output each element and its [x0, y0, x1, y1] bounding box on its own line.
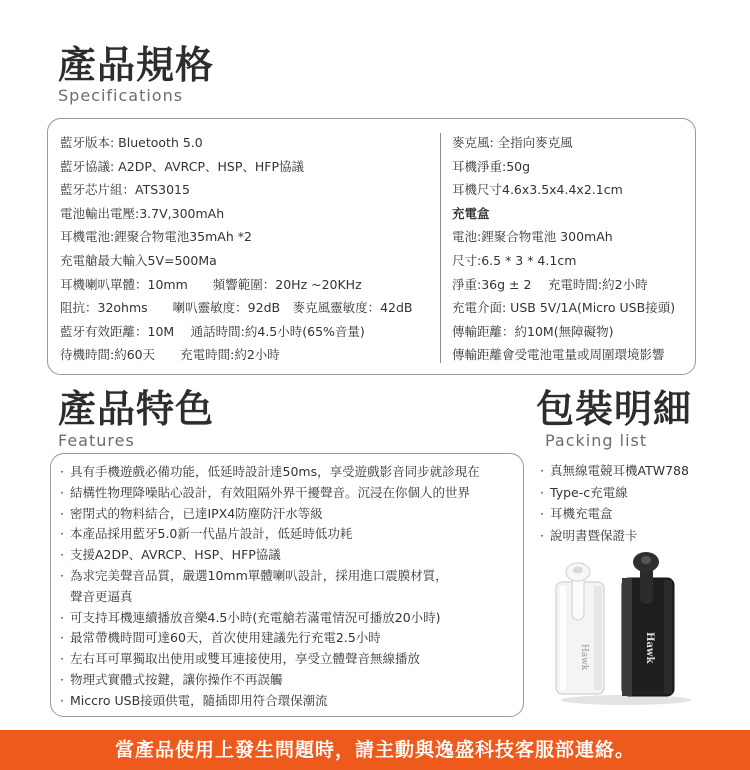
support-banner: 當產品使用上發生問題時，請主動與逸盛科技客服部連絡。: [0, 730, 750, 770]
feature-item: · Miccro USB接頭供電，隨插即用符合環保潮流: [60, 692, 328, 708]
spec-line: 阻抗：32ohms 喇叭靈敏度：92dB 麥克風靈敏度：42dB: [60, 300, 413, 316]
black-charging-case-image: [622, 552, 674, 696]
spec-line: 尺寸:6.5 * 3 * 4.1cm: [452, 252, 577, 268]
packing-title: 包裝明細: [536, 387, 693, 431]
packing-item: · 真無線電競耳機ATW788: [540, 463, 689, 478]
feature-item: · 為求完美聲音品質，嚴選10mm單體喇叭設計，採用進口震膜材質，: [60, 567, 448, 583]
feature-item: · 最常帶機時間可達60天，首次使用建議先行充電2.5小時: [60, 630, 381, 646]
spec-line: 待機時間:約60天 充電時間:約2小時: [60, 347, 280, 363]
feature-item: · 具有手機遊戲必備功能，低延時設計達50ms，享受遊戲影音同步就診現在: [60, 464, 480, 479]
spec-heading-charging-case: 充電盒: [452, 205, 490, 221]
feature-item-continuation: 聲音更逼真: [70, 588, 133, 604]
spec-line: 藍牙協議: A2DP、AVRCP、HSP、HFP協議: [60, 158, 304, 174]
feature-item: · 物理式實體式按鍵，讓你操作不再誤觸: [60, 671, 283, 687]
features-title: 產品特色: [58, 387, 215, 431]
spec-line: 藍牙版本: Bluetooth 5.0: [60, 135, 203, 150]
specs-title: 產品規格: [58, 43, 215, 87]
feature-item: · 左右耳可單獨取出使用或雙耳連接使用，享受立體聲音無線播放: [60, 651, 421, 667]
spec-line: 麥克風: 全指向麥克風: [452, 135, 573, 150]
product-image: [548, 548, 698, 708]
spec-line: 耳機喇叭單體：10mm 頻響範圍：20Hz ~20KHz: [60, 276, 362, 292]
spec-line: 充電艙最大輸入5V=500Ma: [60, 252, 217, 268]
white-case-brand: Hawk: [579, 644, 589, 671]
packing-subtitle: Packing list: [545, 431, 648, 450]
feature-item: · 支援A2DP、AVRCP、HSP、HFP協議: [60, 547, 281, 563]
packing-item: · 說明書暨保證卡: [540, 527, 638, 543]
packing-item: · Type-c充電線: [540, 484, 628, 500]
features-list: [60, 462, 480, 712]
spec-line: 藍牙芯片組：ATS3015: [60, 182, 190, 198]
feature-item: · 可支持耳機連續播放音樂4.5小時(充電艙若滿電情況可播放20小時): [60, 609, 441, 625]
spec-line: 淨重:36g ± 2 充電時間:約2小時: [452, 276, 648, 292]
feature-item: · 密閉式的物料結合，已達IPX4防塵防汗水等級: [60, 505, 323, 521]
black-case-brand: Hawk: [644, 632, 655, 664]
spec-line: 傳輸距離：約10M(無障礙物): [452, 323, 614, 339]
white-charging-case-image: [556, 563, 604, 694]
packing-item: · 耳機充電盒: [540, 506, 613, 521]
features-subtitle: Features: [58, 431, 135, 450]
packing-list: [540, 460, 689, 546]
feature-item: · 本產品採用藍牙5.0新一代晶片設計，低延時低功耗: [60, 526, 353, 542]
spec-line: 耳機淨重:50g: [452, 158, 531, 174]
spec-line: 電池:鋰聚合物電池 300mAh: [452, 229, 613, 245]
spec-line: 耳機尺寸4.6x3.5x4.4x2.1cm: [452, 182, 623, 198]
spec-line: 電池輸出電壓:3.7V,300mAh: [60, 205, 225, 221]
spec-line: 耳機電池:鋰聚合物電池35mAh *2: [60, 229, 252, 245]
specs-subtitle: Specifications: [58, 86, 184, 105]
spec-line: 充電介面: USB 5V/1A(Micro USB接頭): [452, 300, 676, 316]
specs-divider: [440, 133, 441, 363]
feature-item: · 結構性物理降噪貼心設計，有效阻隔外界干擾聲音。沉浸在你個人的世界: [60, 484, 471, 500]
spec-line: 傳輸距離會受電池電量或周圍環境影響: [452, 347, 665, 363]
specs-left-column: [60, 131, 413, 367]
spec-line: 藍牙有效距離：10M 通話時間:約4.5小時(65%音量): [60, 323, 365, 339]
specs-right-column: [452, 131, 675, 367]
